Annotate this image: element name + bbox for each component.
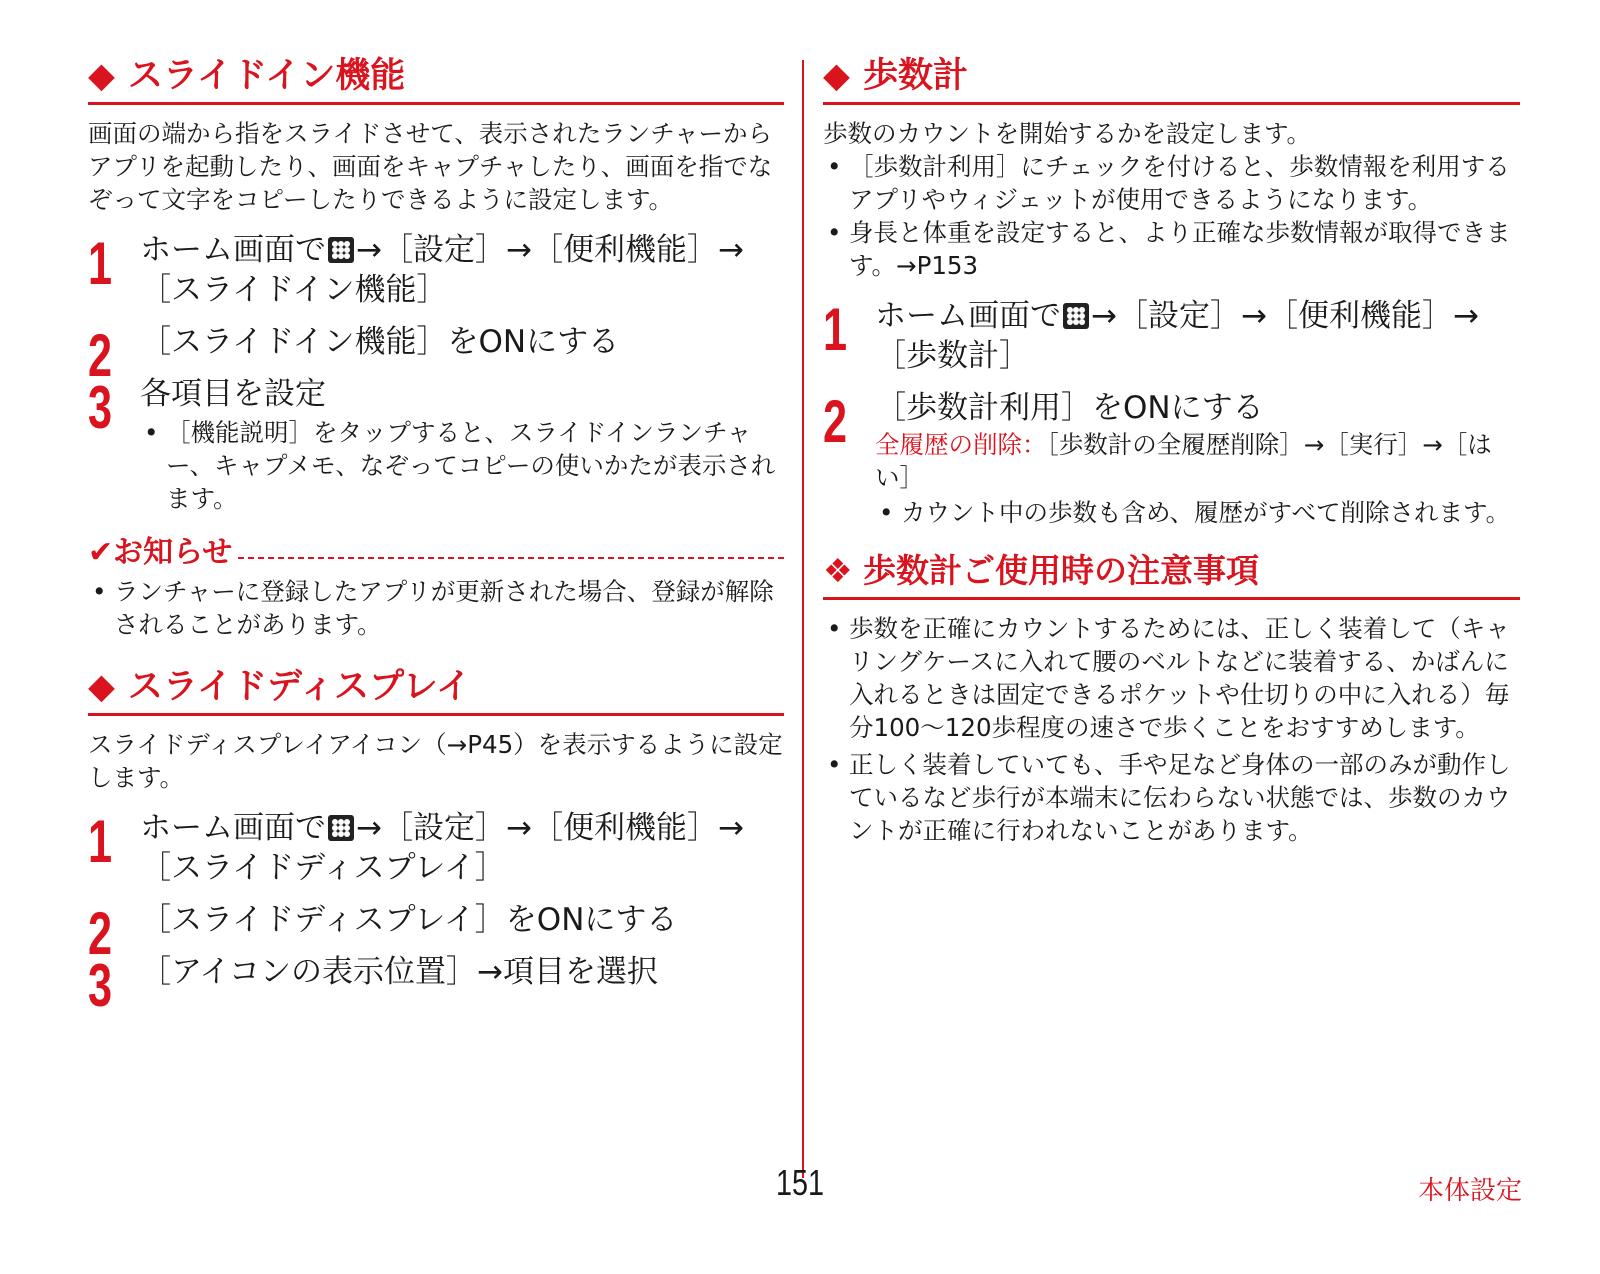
option-bullet: • カウント中の歩数も含め、履歴がすべて削除されます。 — [875, 496, 1520, 529]
right-column — [823, 52, 1520, 847]
step-2: 2 ［歩数計利用］をONにする 全履歴の削除：［歩数計の全履歴削除］→［実行］→［はい］ • カウント中の歩数も含め、履歴がすべて削除されます。 — [823, 388, 1520, 529]
section-intro: 歩数のカウントを開始するかを設定します。 — [823, 119, 1312, 148]
diamond-icon: ◆ — [88, 667, 115, 707]
notice-bullet: • ランチャーに登録したアプリが更新された場合、登録が解除されることがあります。 — [88, 575, 784, 641]
left-column — [88, 52, 784, 1019]
step-3: 3 各項目を設定 • ［機能説明］をタップすると、スライドインランチャー、キャプメモ、なぞってコピーの使いかたが表示されます。 — [88, 374, 784, 515]
chapter-label: 本体設定 — [1417, 1176, 1522, 1206]
step-number: 3 — [88, 952, 113, 1019]
step-list — [823, 296, 1520, 529]
step-1: 1 ホーム画面で →［設定］→［便利機能］→［歩数計］ — [823, 296, 1479, 374]
step-number: 1 — [88, 808, 113, 875]
section-heading-slide-in: ◆ スライドイン機能 — [88, 52, 784, 105]
caution-bullet: • 正しく装着していても、手や足など身体の一部のみが動作しているなど歩行が本端末に伝わらない状態では、歩数のカウントが正確に行われないことがあります。 — [823, 748, 1520, 847]
intro-bullet: • ［歩数計利用］にチェックを付けると、歩数情報を利用するアプリやウィジェットが使用できるようになります。 — [823, 150, 1520, 216]
option-line: 全履歴の削除：［歩数計の全履歴削除］→［実行］→［はい］ — [875, 430, 1492, 492]
step-1: 1 ホーム画面で →［設定］→［便利機能］→［スライドディスプレイ］ — [88, 808, 744, 886]
diamond-icon: ◆ — [88, 56, 115, 96]
section-intro: スライドディスプレイアイコン（→P45）を表示するように設定します。 — [88, 730, 783, 792]
section-heading-slide-display: ◆ スライドディスプレイ — [88, 663, 784, 716]
app-grid-icon — [328, 815, 354, 841]
step-number: 1 — [823, 296, 848, 363]
intro-bullet: • 身長と体重を設定すると、より正確な歩数情報が取得できます。→P153 — [823, 216, 1520, 282]
step-2: 2 ［スライドイン機能］をONにする — [88, 322, 620, 389]
step-list — [88, 808, 784, 1019]
step-number: 2 — [88, 900, 113, 967]
app-grid-icon — [328, 237, 354, 263]
step-number: 2 — [88, 322, 113, 389]
section-heading-pedometer: ◆ 歩数計 — [823, 52, 1520, 105]
step-1: 1 ホーム画面で →［設定］→［便利機能］→［スライドイン機能］ — [88, 230, 744, 308]
check-icon: ✔ — [88, 535, 114, 570]
step-bullet: • ［機能説明］をタップすると、スライドインランチャー、キャプメモ、なぞってコピーの使いかたが表示されます。 — [140, 416, 784, 515]
step-2: 2 ［スライドディスプレイ］をONにする — [88, 900, 678, 967]
column-divider — [802, 60, 804, 1178]
clover-icon: ❖ — [823, 551, 853, 590]
caution-bullet: • 歩数を正確にカウントするためには、正しく装着して（キャリングケースに入れて腰のベルトなどに装着する、かばんに入れるときは固定できるポケットや仕切りの中に入れる）毎分100～120歩程度の速さで歩くことをおすすめします。 — [823, 612, 1520, 744]
section-intro: 画面の端から指をスライドさせて、表示されたランチャーからアプリを起動したり、画面をキャプチャしたり、画面を指でなぞって文字をコピーしたりできるように設定します。 — [88, 119, 773, 214]
step-number: 2 — [823, 388, 848, 455]
dashed-rule — [238, 557, 784, 559]
step-list — [88, 230, 784, 515]
step-3: 3 ［アイコンの表示位置］→項目を選択 — [88, 952, 658, 1019]
step-number: 3 — [88, 374, 113, 441]
section-heading-caution: ❖ 歩数計ご使用時の注意事項 — [823, 547, 1520, 600]
app-grid-icon — [1063, 303, 1089, 329]
page-number: 151 — [775, 1162, 825, 1203]
notice-heading: ✔お知らせ — [88, 535, 784, 571]
step-number: 1 — [88, 230, 113, 297]
diamond-icon: ◆ — [823, 56, 850, 96]
